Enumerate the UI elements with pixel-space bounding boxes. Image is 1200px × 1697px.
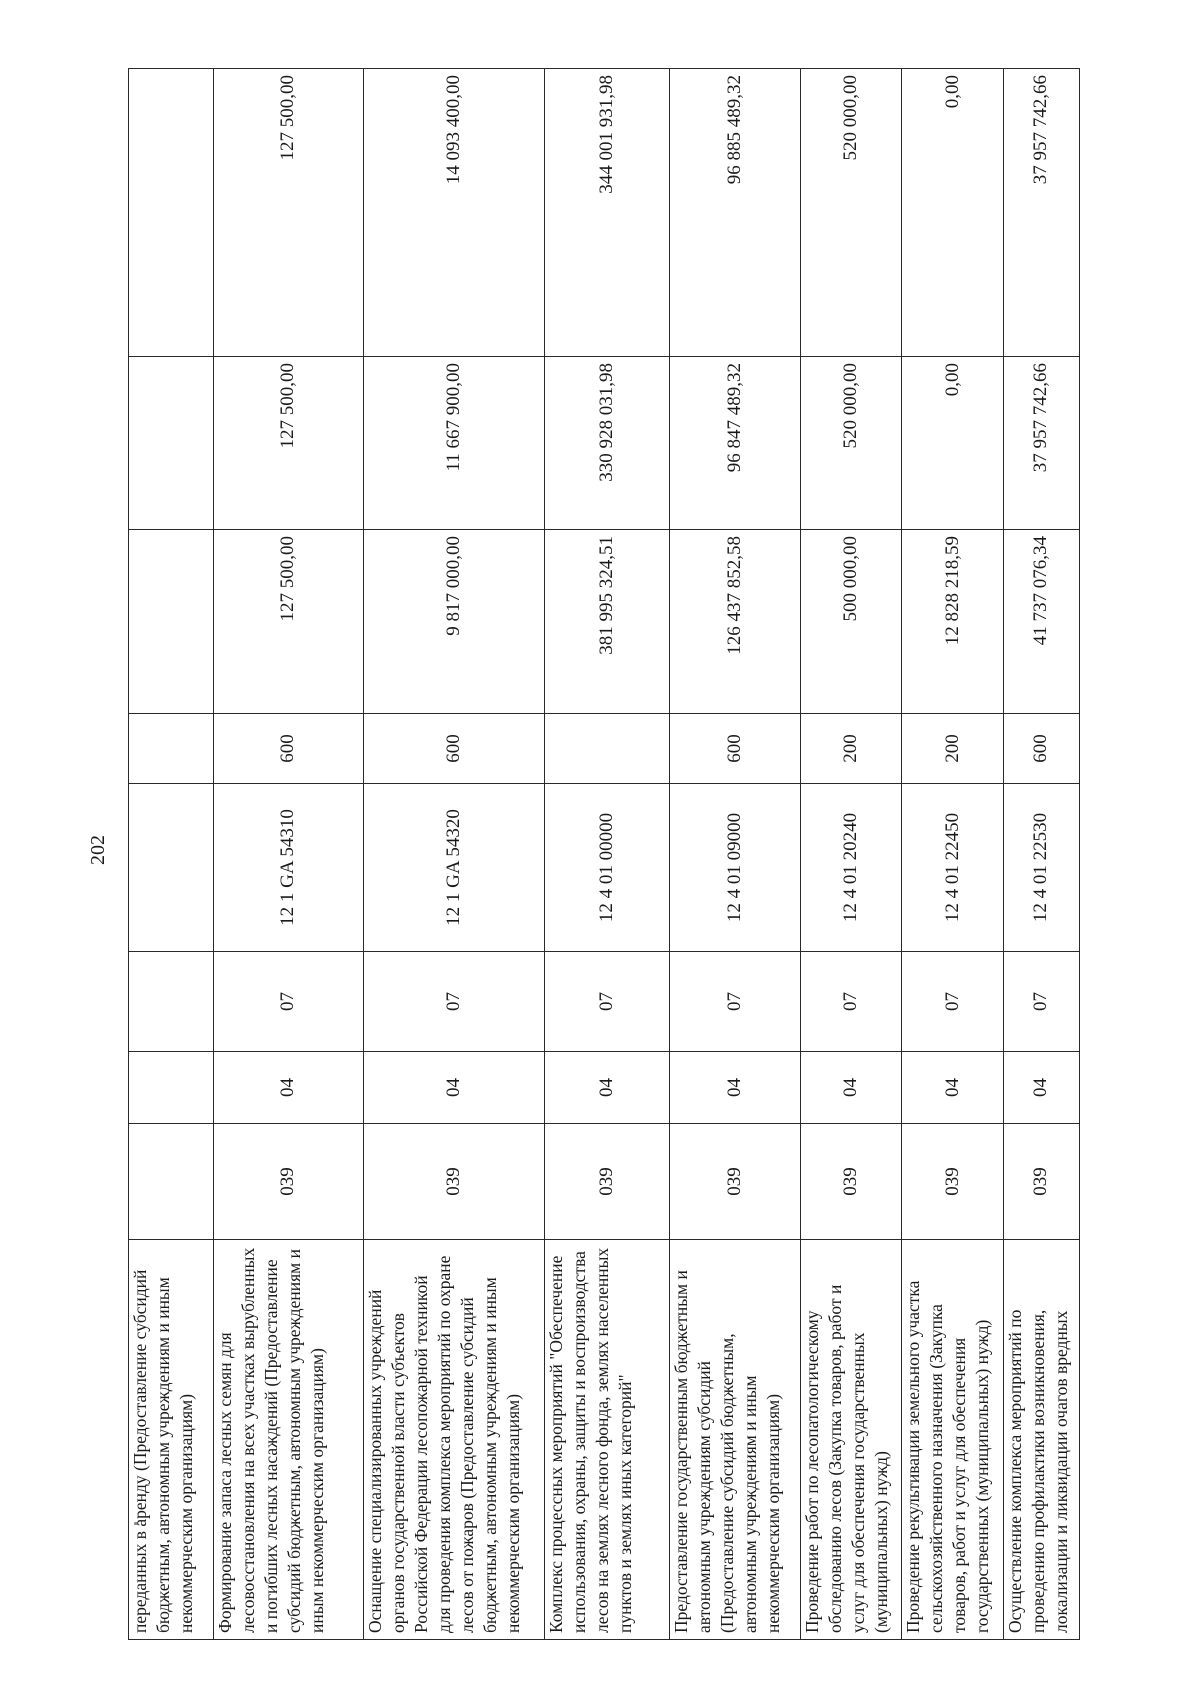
table-row (129, 69, 214, 1640)
target-article-cell: 12 4 01 22450 (902, 784, 1004, 952)
expense-type-cell: 600 (1003, 714, 1079, 784)
amount-3-cell: 96 885 489,32 (669, 69, 800, 357)
expense-type-cell: 600 (669, 714, 800, 784)
ministry-code-cell: 039 (902, 1124, 1004, 1240)
target-article-cell: 12 1 GA 54310 (213, 784, 363, 952)
row-name-cell: Оснащение специализированных учреждений органов государственной власти субъектов Российской Федерации лесопожарной техникой для проведения комплекса мероприятий по охране лесов от пожаров (Предоставление субсидий бюджетным, автономным учреждениям и иным некоммерческим организациям) (363, 1240, 544, 1640)
row-name-cell: Проведение работ по лесопатологическому обследованию лесов (Закупка товаров, работ и услуг для обеспечения государственных (муниципальных) нужд) (800, 1240, 902, 1640)
subsection-code-cell: 07 (1003, 952, 1079, 1052)
amount-1-cell (129, 530, 214, 714)
row-name-cell: Проведение рекультивации земельного участка сельскохозяйственного назначения (Закупка товаров, работ и услуг для обеспечения государственных (муниципальных) нужд) (902, 1240, 1004, 1640)
amount-3-cell: 344 001 931,98 (544, 69, 669, 357)
target-article-cell: 12 4 01 22530 (1003, 784, 1079, 952)
row-name-cell: Формирование запаса лесных семян для лесовосстановления на всех участках вырубленных и погибших лесных насаждений (Предоставление субсидий бюджетным, автономным учреждениям и иным некоммерческим организациям) (213, 1240, 363, 1640)
subsection-code-cell (129, 952, 214, 1052)
table-row (544, 69, 669, 1640)
amount-3-cell: 14 093 400,00 (363, 69, 544, 357)
amount-2-cell: 11 667 900,00 (363, 357, 544, 530)
row-name-cell: Осуществление комплекса мероприятий по проведению профилактики возникновения, локализации и ликвидации очагов вредных (1003, 1240, 1079, 1640)
table-row (1003, 69, 1079, 1640)
table-row (363, 69, 544, 1640)
table-row (213, 69, 363, 1640)
target-article-cell: 12 4 01 20240 (800, 784, 902, 952)
row-name-cell: Комплекс процессных мероприятий "Обеспечение использования, охраны, защиты и воспроизводства лесов на землях лесного фонда, землях населенных пунктов и землях иных категорий" (544, 1240, 669, 1640)
subsection-code-cell: 07 (213, 952, 363, 1052)
target-article-cell (129, 784, 214, 952)
subsection-code-cell: 07 (800, 952, 902, 1052)
expense-type-cell: 600 (363, 714, 544, 784)
ministry-code-cell: 039 (363, 1124, 544, 1240)
section-code-cell: 04 (363, 1052, 544, 1124)
ministry-code-cell: 039 (800, 1124, 902, 1240)
target-article-cell: 12 1 GA 54320 (363, 784, 544, 952)
section-code-cell: 04 (669, 1052, 800, 1124)
budget-table-rotated (128, 69, 1080, 1640)
subsection-code-cell: 07 (544, 952, 669, 1052)
budget-table (128, 68, 1080, 1640)
amount-1-cell: 12 828 218,59 (902, 530, 1004, 714)
amount-1-cell: 41 737 076,34 (1003, 530, 1079, 714)
amount-2-cell (129, 357, 214, 530)
amount-2-cell: 37 957 742,66 (1003, 357, 1079, 530)
amount-2-cell: 96 847 489,32 (669, 357, 800, 530)
ministry-code-cell (129, 1124, 214, 1240)
amount-2-cell: 127 500,00 (213, 357, 363, 530)
subsection-code-cell: 07 (669, 952, 800, 1052)
section-code-cell: 04 (1003, 1052, 1079, 1124)
target-article-cell: 12 4 01 09000 (669, 784, 800, 952)
amount-3-cell: 37 957 742,66 (1003, 69, 1079, 357)
amount-3-cell: 0,00 (902, 69, 1004, 357)
row-name-cell: переданных в аренду (Предоставление субсидий бюджетным, автономным учреждениям и иным некоммерческим организациям) (129, 1240, 214, 1640)
page-number: 202 (87, 835, 109, 865)
amount-2-cell: 520 000,00 (800, 357, 902, 530)
section-code-cell: 04 (800, 1052, 902, 1124)
amount-2-cell: 0,00 (902, 357, 1004, 530)
amount-1-cell: 126 437 852,58 (669, 530, 800, 714)
amount-3-cell: 127 500,00 (213, 69, 363, 357)
target-article-cell: 12 4 01 00000 (544, 784, 669, 952)
table-row (902, 69, 1004, 1640)
row-name-cell: Предоставление государственным бюджетным и автономным учреждениям субсидий (Предоставление субсидий бюджетным, автономным учреждениям и иным некоммерческим организациям) (669, 1240, 800, 1640)
section-code-cell (129, 1052, 214, 1124)
amount-3-cell (129, 69, 214, 357)
ministry-code-cell: 039 (669, 1124, 800, 1240)
section-code-cell: 04 (544, 1052, 669, 1124)
amount-3-cell: 520 000,00 (800, 69, 902, 357)
table-row (800, 69, 902, 1640)
amount-2-cell: 330 928 031,98 (544, 357, 669, 530)
amount-1-cell: 500 000,00 (800, 530, 902, 714)
expense-type-cell (544, 714, 669, 784)
expense-type-cell: 600 (213, 714, 363, 784)
ministry-code-cell: 039 (544, 1124, 669, 1240)
section-code-cell: 04 (902, 1052, 1004, 1124)
expense-type-cell: 200 (800, 714, 902, 784)
subsection-code-cell: 07 (902, 952, 1004, 1052)
section-code-cell: 04 (213, 1052, 363, 1124)
amount-1-cell: 9 817 000,00 (363, 530, 544, 714)
expense-type-cell (129, 714, 214, 784)
amount-1-cell: 381 995 324,51 (544, 530, 669, 714)
ministry-code-cell: 039 (213, 1124, 363, 1240)
ministry-code-cell: 039 (1003, 1124, 1079, 1240)
expense-type-cell: 200 (902, 714, 1004, 784)
table-row (669, 69, 800, 1640)
subsection-code-cell: 07 (363, 952, 544, 1052)
amount-1-cell: 127 500,00 (213, 530, 363, 714)
